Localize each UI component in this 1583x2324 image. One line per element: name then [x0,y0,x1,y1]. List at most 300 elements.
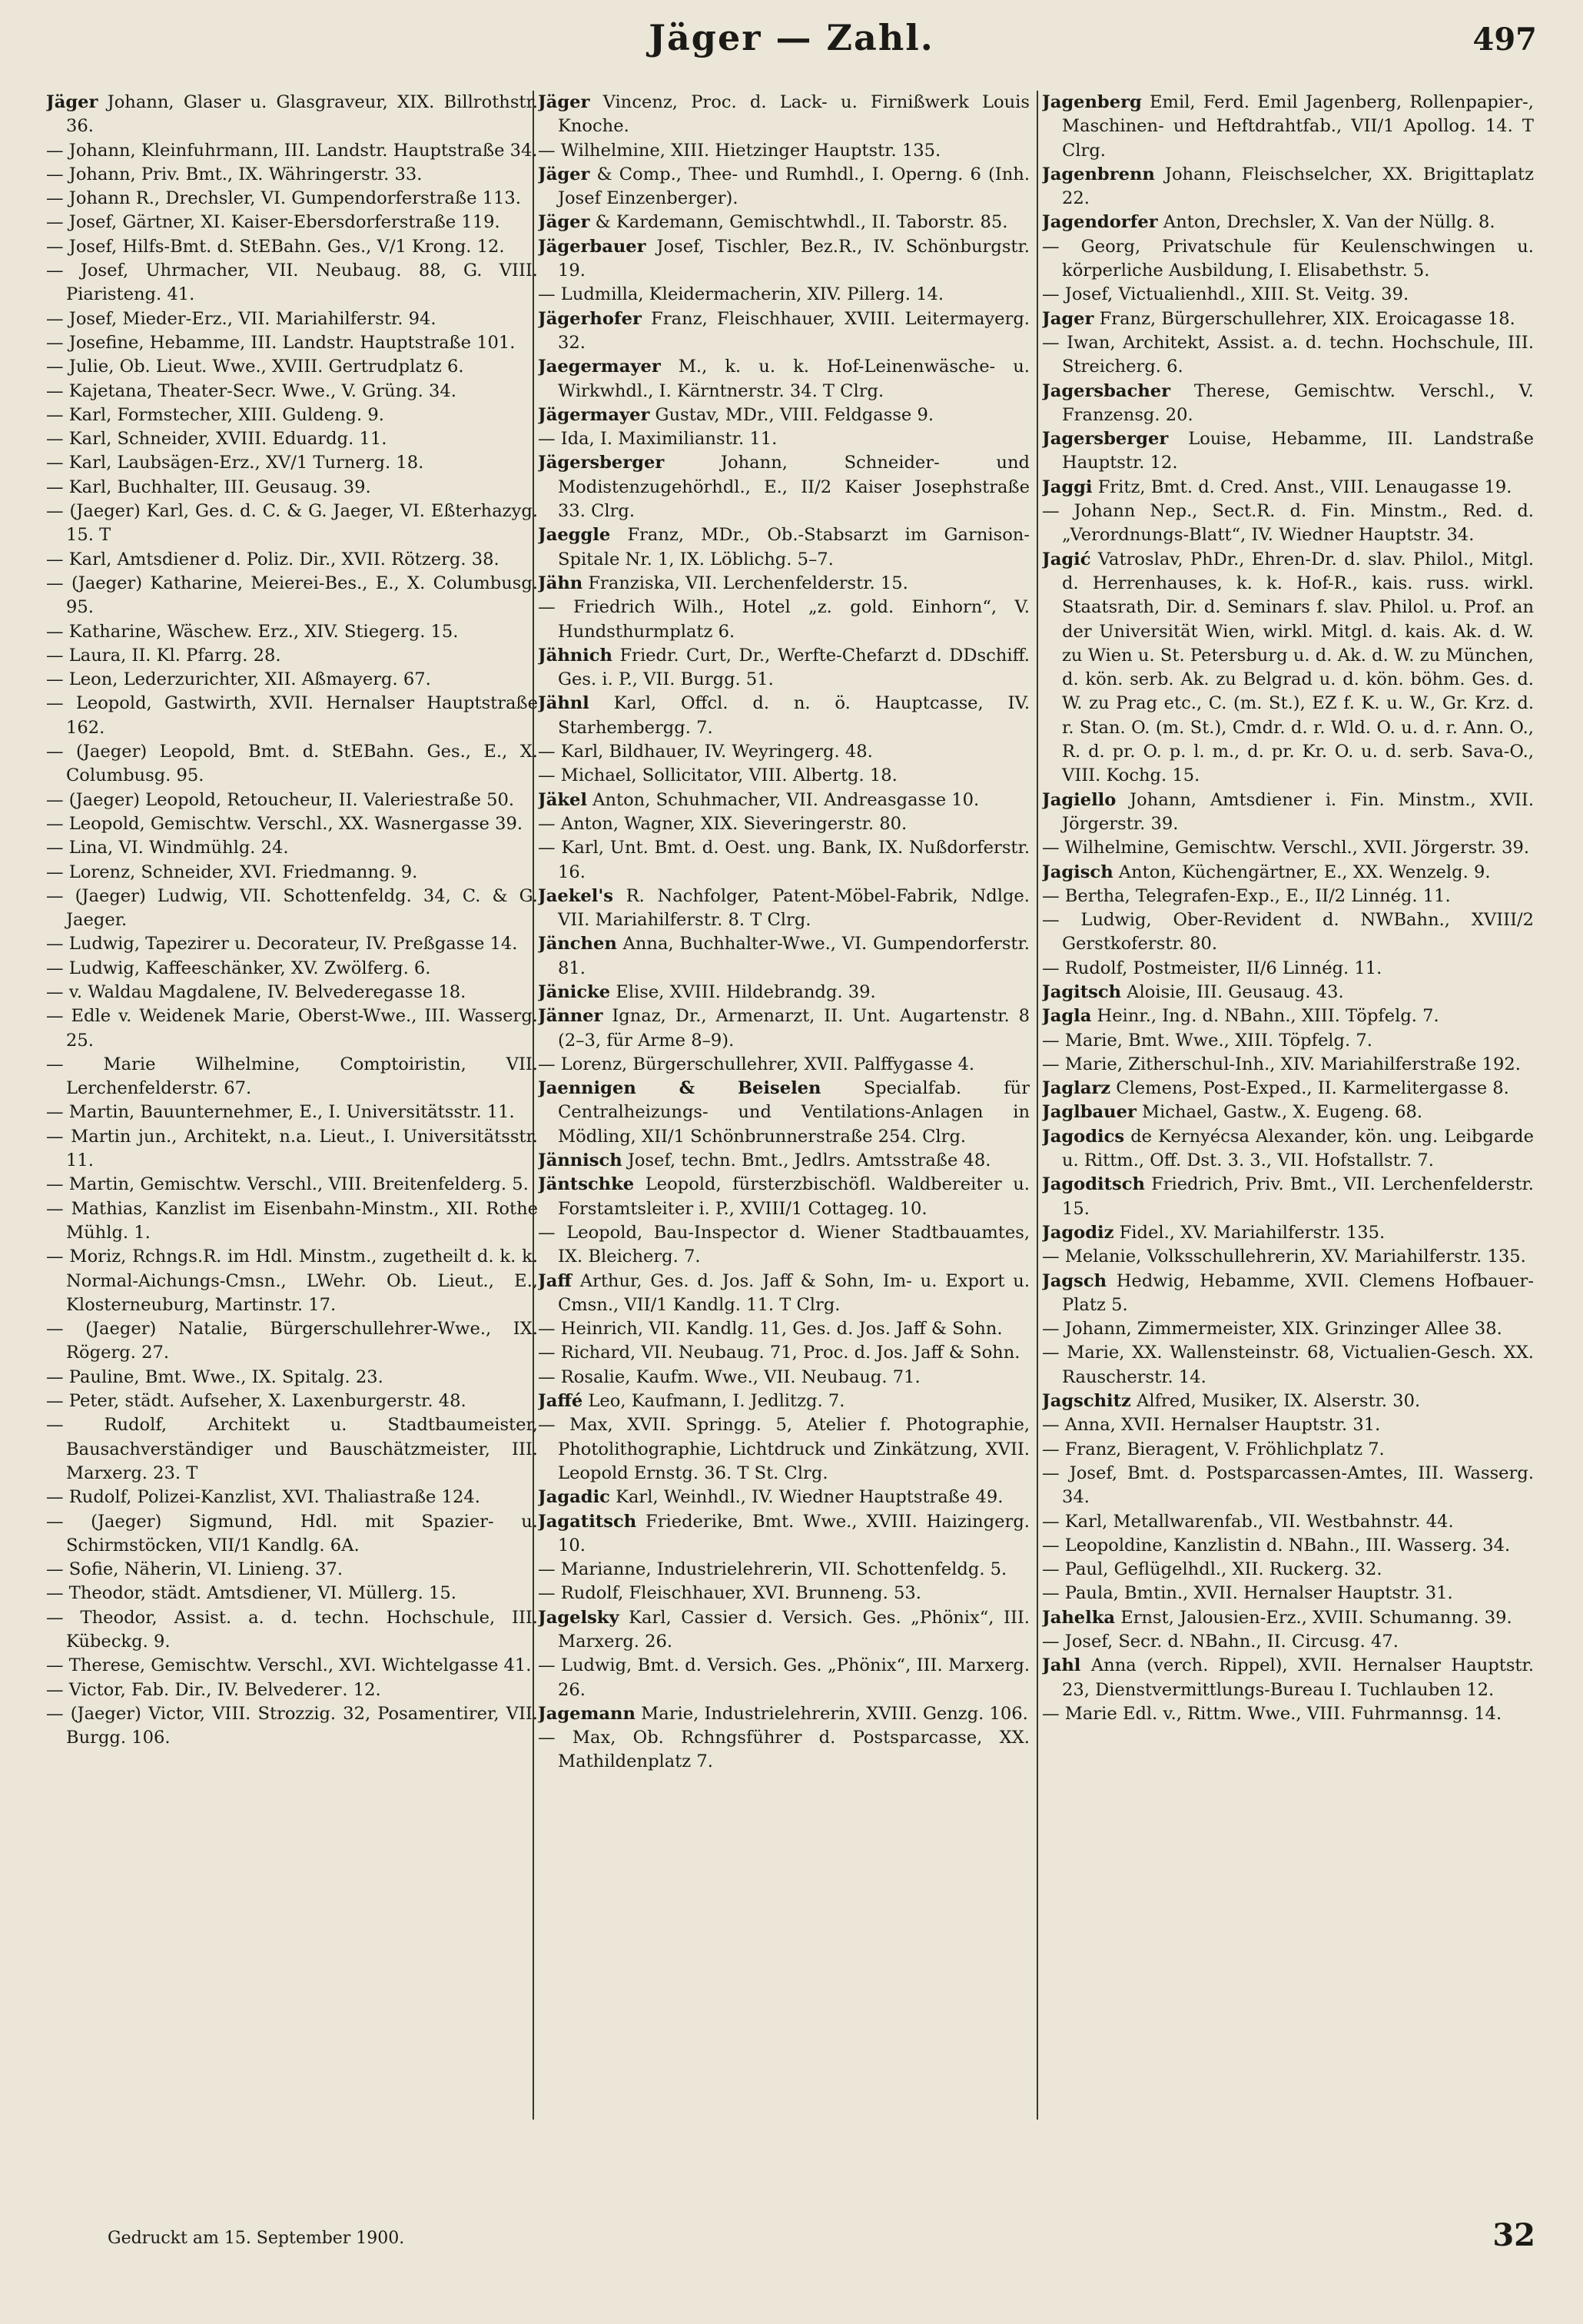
entry-details: — Karl, Formstecher, XIII. Guldeng. 9. [46,404,384,425]
entry-details: Anton, Drechsler, X. Van der Nüllg. 8. [1157,212,1495,233]
directory-entry [538,283,1030,307]
entry-surname: Jäkel [538,789,587,810]
directory-entry [1042,1462,1534,1510]
directory-entry [46,139,538,163]
entry-details: — Georg, Privatschule für Keulenschwingen u. körperliche Ausbildung, I. Elisabethstr. 5. [1042,236,1534,281]
entry-details: — Wilhelmine, XIII. Hietzinger Hauptstr. 135. [538,140,941,161]
directory-entry [538,1317,1030,1341]
entry-details: Clemens, Post-Exped., II. Karmelitergasse 8. [1110,1078,1509,1099]
entry-details: — Rudolf, Architekt u. Stadtbaumeister, Bausachverständiger und Bauschätzmeister, III. Marxerg. 23. T [46,1415,538,1483]
directory-entry [1042,380,1534,428]
directory-entry [538,740,1030,764]
entry-details: Anna, Buchhalter-Wwe., VI. Gumpendorferstr. 81. [558,934,1030,978]
entry-details: — Martin jun., Architekt, n.a. Lieut., I. Universitätsstr. 11. [46,1126,538,1171]
directory-entry [46,1558,538,1582]
entry-details: — (Jaeger) Sigmund, Hdl. mit Spazier- u. Schirmstöcken, VII/1 Kandlg. 6A. [46,1511,538,1555]
directory-entry [1042,1558,1534,1582]
directory-entry [46,91,538,139]
entry-surname: Jäger [538,164,590,184]
entry-details: — Leopold, Bau-Inspector d. Wiener Stadtbauamtes, IX. Bleicherg. 7. [538,1222,1030,1267]
entry-surname: Jähn [538,573,583,593]
entry-details: — Marie, Zitherschul-Inh., XIV. Mariahilferstraße 192. [1042,1054,1521,1074]
directory-entry [46,812,538,836]
directory-column-1 [46,91,538,2127]
entry-details: — Lorenz, Bürgerschullehrer, XVII. Palffygasse 4. [538,1054,975,1074]
entry-details: Aloisie, III. Geusaug. 43. [1121,981,1344,1002]
entry-surname: Jähnich [538,645,612,666]
entry-details: Karl, Offcl. d. n. ö. Hauptcasse, IV. Starhembergg. 7. [558,693,1030,738]
directory-entry [1042,981,1534,1004]
directory-entry [46,1510,538,1559]
directory-entry [538,427,1030,451]
directory-entry [538,307,1030,356]
entry-surname: Jagemann [538,1703,636,1724]
entry-surname: Jagodics [1042,1126,1125,1147]
directory-entry [46,163,538,187]
entry-details: — Marie Wilhelmine, Comptoiristin, VII. Lerchenfelderstr. 67. [46,1054,538,1099]
entry-details: — Johann, Priv. Bmt., IX. Währingerstr. 33. [46,164,423,184]
entry-surname: Jagadic [538,1487,610,1508]
directory-entry [538,1221,1030,1270]
entry-details: Arthur, Ges. d. Jos. Jaff & Sohn, Im- u. Export u. Cmsn., VII/1 Kandlg. 11. T Clrg. [558,1270,1030,1315]
directory-entry [46,331,538,355]
entry-details: — Pauline, Bmt. Wwe., IX. Spitalg. 23. [46,1366,383,1387]
directory-entry [1042,1413,1534,1437]
directory-entry [538,1510,1030,1559]
entry-details: — Rosalie, Kaufm. Wwe., VII. Neubaug. 71. [538,1366,921,1387]
entry-details: M., k. u. k. Hof-Leinenwäsche- u. Wirkwhdl., I. Kärntnerstr. 34. T Clrg. [558,357,1030,401]
directory-entry [1042,1029,1534,1053]
directory-entry [46,500,538,548]
directory-entry [538,1702,1030,1726]
entry-details: — Leopold, Gemischtw. Verschl., XX. Wasnergasse 39. [46,813,523,834]
entry-details: — Theodor, Assist. a. d. techn. Hochschule, III. Kübeckg. 9. [46,1607,538,1652]
entry-details: — Johann, Zimmermeister, XIX. Grinzinger Allee 38. [1042,1319,1502,1340]
entry-surname: Jagersberger [1042,429,1169,450]
entry-surname: Jaekel's [538,885,613,906]
directory-entry [538,139,1030,163]
entry-details: — Anton, Wagner, XIX. Sieveringerstr. 80. [538,813,908,834]
entry-details: — Franz, Bieragent, V. Fröhlichplatz 7. [1042,1439,1385,1459]
directory-entry [538,836,1030,885]
entry-details: — Martin, Bauunternehmer, E., I. Universitätsstr. 11. [46,1102,515,1123]
entry-details: — Marie, Bmt. Wwe., XIII. Töpfelg. 7. [1042,1030,1372,1051]
entry-details: — Josef, Mieder-Erz., VII. Mariahilferstr. 94. [46,308,436,329]
directory-entry [1042,1438,1534,1462]
entry-surname: Jäger [538,212,590,233]
entry-details: — Marianne, Industrielehrerin, VII. Schottenfeldg. 5. [538,1559,1007,1580]
entry-details: Anna (verch. Rippel), XVII. Hernalser Hauptstr. 23, Dienstvermittlungs-Bureau I. Tuchlauben 12. [1062,1655,1534,1700]
entry-details: — Ludwig, Bmt. d. Versich. Ges. „Phönix“, III. Marxerg. 26. [538,1655,1030,1700]
entry-details: — Katharine, Wäschew. Erz., XIV. Stiegerg. 15. [46,621,459,642]
entry-details: — Ludmilla, Kleidermacherin, XIV. Pillerg. 14. [538,284,944,305]
directory-entry [1042,1702,1534,1726]
directory-entry [1042,163,1534,211]
entry-details: — Josef, Uhrmacher, VII. Neubaug. 88, G. VIII. Piaristeng. 41. [46,261,538,305]
entry-details: — Moriz, Rchngs.R. im Hdl. Minstm., zugetheilt d. k. k. Normal-Aichungs-Cmsn., LWehr. Ob. Lieut., E., Klosterneuburg, Martinstr. 17. [46,1247,538,1315]
directory-column-2 [538,91,1030,2127]
entry-details: Heinr., Ing. d. NBahn., XIII. Töpfelg. 7. [1091,1006,1439,1027]
directory-entry [1042,500,1534,548]
entry-surname: Jänner [538,1006,603,1027]
entry-surname: Jagisch [1042,862,1113,882]
entry-details: — Leopold, Gastwirth, XVII. Hernalser Hauptstraße 162. [46,693,538,738]
directory-entry [538,1582,1030,1605]
entry-surname: Jaggi [1042,476,1093,497]
entry-details: — Rudolf, Polizei-Kanzlist, XVI. Thaliastraße 124. [46,1487,480,1508]
directory-entry [46,836,538,860]
entry-details: — Johann R., Drechsler, VI. Gumpendorferstraße 113. [46,188,521,209]
directory-entry [1042,1606,1534,1630]
directory-entry [1042,211,1534,234]
entry-details: — Josef, Victualienhdl., XIII. St. Veitg. 39. [1042,284,1409,305]
entry-details: — Victor, Fab. Dir., IV. Belvederег. 12. [46,1679,381,1700]
directory-entry [46,1053,538,1101]
directory-entry [46,644,538,668]
directory-entry [538,764,1030,788]
directory-entry [1042,885,1534,908]
directory-entry [1042,1510,1534,1534]
entry-details: — Theodor, städt. Amtsdiener, VI. Müllerg. 15. [46,1583,456,1604]
entry-surname: Jänicke [538,981,611,1002]
entry-details: — Sofie, Näherin, VI. Linieng. 37. [46,1559,343,1580]
entry-details: — (Jaeger) Victor, VIII. Strozzig. 32, Posamentirer, VII. Burgg. 106. [46,1703,538,1748]
directory-entry [46,1245,538,1317]
entry-details: — Marie Edl. v., Rittm. Wwe., VIII. Fuhrmannsg. 14. [1042,1703,1502,1724]
directory-entry [46,380,538,403]
directory-entry [538,1270,1030,1318]
directory-entry [1042,91,1534,163]
entry-details: — v. Waldau Magdalene, IV. Belvederegasse 18. [46,981,466,1002]
entry-surname: Jähnl [538,693,589,714]
directory-entry [46,187,538,211]
entry-details: Gustav, MDr., VIII. Feldgasse 9. [649,404,934,425]
directory-entry [538,211,1030,234]
entry-details: — Josef, Bmt. d. Postsparcassen-Amtes, III. Wasserg. 34. [1042,1462,1534,1508]
directory-entry [1042,1389,1534,1413]
directory-entry [538,163,1030,211]
entry-details: — Laura, II. Kl. Pfarrg. 28. [46,645,281,666]
directory-entry [46,692,538,740]
directory-entry [538,451,1030,523]
entry-details: Leopold, fürsterzbischöfl. Waldbereiter u. Forstamtsleiter i. P., XVIII/1 Cottageg. 10. [558,1174,1030,1219]
entry-details: — Karl, Buchhalter, III. Geusaug. 39. [46,476,371,497]
directory-entry [1042,235,1534,284]
directory-entry [1042,1245,1534,1269]
directory-entry [1042,788,1534,837]
entry-details: Fritz, Bmt. d. Cred. Anst., VIII. Lenaugasse 19. [1092,476,1512,497]
directory-entry [1042,1317,1534,1341]
directory-entry [46,1702,538,1751]
entry-details: — Karl, Unt. Bmt. d. Oest. ung. Bank, IX. Nußdorferstr. 16. [538,838,1030,882]
entry-details: — Karl, Amtsdiener d. Poliz. Dir., XVII. Rötzerg. 38. [46,549,499,569]
directory-entry [538,1077,1030,1149]
entry-details: de Kernyécsa Alexander, kön. ung. Leibgarde u. Rittm., Off. Dst. 3. 3., VII. Hofstallstr. 7. [1062,1126,1534,1171]
directory-entry [1042,1077,1534,1101]
directory-entry [1042,1004,1534,1028]
entry-surname: Jagodiz [1042,1222,1114,1243]
directory-entry [46,548,538,572]
entry-details: Johann, Fleischselcher, XX. Brigittaplatz 22. [1062,164,1534,209]
directory-entry [538,692,1030,740]
directory-entry [46,355,538,379]
entry-surname: Jagitsch [1042,981,1122,1002]
directory-entry [46,403,538,427]
entry-surname: Jagić [1042,549,1091,569]
directory-entry [1042,908,1534,957]
entry-details: R. Nachfolger, Patent-Möbel-Fabrik, Ndlge. VII. Mariahilferstr. 8. T Clrg. [558,885,1030,931]
directory-entry [46,476,538,500]
directory-entry [538,403,1030,427]
directory-column-3 [1042,91,1534,2127]
entry-surname: Jahl [1042,1655,1081,1676]
entry-surname: Jägerhofer [538,308,642,329]
print-date: Gedruckt am 15. September 1900. [108,2229,405,2248]
entry-details: — Ida, I. Maximilianstr. 11. [538,429,778,450]
directory-entry [1042,548,1534,788]
entry-details: Marie, Industrielehrerin, XVIII. Genzg. 106. [635,1703,1028,1724]
directory-entry [46,1366,538,1389]
entry-details: — Josefine, Hebamme, III. Landstr. Hauptstraße 101. [46,332,516,353]
directory-entry [46,620,538,644]
directory-entry [1042,957,1534,981]
entry-details: Leo, Kaufmann, I. Jedlitzg. 7. [582,1391,845,1412]
entry-details: — Heinrich, VII. Kandlg. 11, Ges. d. Jos. Jaff & Sohn. [538,1319,1003,1340]
entry-details: Anton, Schuhmacher, VII. Andreasgasse 10. [586,789,980,810]
entry-details: — Iwan, Architekt, Assist. a. d. techn. Hochschule, III. Streicherg. 6. [1042,332,1534,377]
directory-entry [538,355,1030,403]
entry-surname: Jagatitsch [538,1511,637,1532]
entry-surname: Jaglarz [1042,1078,1111,1099]
directory-entry [1042,476,1534,500]
entry-details: — Ludwig, Ober-Revident d. NWBahn., XVIII/2 Gerstkoferstr. 80. [1042,910,1534,954]
entry-surname: Jagsch [1042,1270,1107,1291]
entry-surname: Jahelka [1042,1607,1116,1628]
entry-details: — Rudolf, Postmeister, II/6 Linnég. 11. [1042,958,1382,978]
entry-details: Friedrich, Priv. Bmt., VII. Lerchenfelderstr. 15. [1062,1174,1534,1219]
directory-entry [1042,1654,1534,1702]
directory-entry [538,523,1030,572]
entry-details: Specialfab. für Centralheizungs- und Ventilations-Anlagen in Mödling, XII/1 Schönbrunnerstraße 254. Clrg. [558,1078,1030,1147]
entry-surname: Jagschitz [1042,1391,1131,1412]
sheet-number: 32 [1492,2217,1535,2253]
entry-details: — Michael, Sollicitator, VIII. Albertg. 18. [538,765,898,786]
entry-surname: Jagenbrenn [1042,164,1155,184]
directory-entry [538,1004,1030,1053]
entry-details: — Karl, Metallwarenfab., VII. Westbahnstr. 44. [1042,1511,1454,1532]
entry-details: Josef, Tischler, Bez.R., IV. Schönburgstr. 19. [558,236,1030,281]
entry-details: — (Jaeger) Leopold, Bmt. d. StEBahn. Ges., E., X. Columbusg. 95. [46,742,538,786]
entry-details: — Karl, Laubsägen-Erz., XV/1 Turnerg. 18. [46,453,424,473]
directory-entry [1042,1221,1534,1245]
entry-details: Louise, Hebamme, III. Landstraße Hauptstr. 12. [1062,429,1534,473]
entry-details: — Julie, Ob. Lieut. Wwe., XVIII. Gertrudplatz 6. [46,357,464,377]
directory-entry [538,1606,1030,1655]
entry-details: Vincenz, Proc. d. Lack- u. Firnißwerk Louis Knoche. [558,92,1030,137]
directory-entry [538,1341,1030,1365]
directory-entry [46,861,538,885]
directory-entry [46,427,538,451]
directory-entry [1042,1582,1534,1605]
directory-entry [46,740,538,788]
entry-surname: Jägermayer [538,404,650,425]
directory-entry [1042,1053,1534,1077]
entry-details: Franz, Bürgerschullehrer, XIX. Eroicagasse 18. [1093,308,1515,329]
entry-surname: Jaennigen & Beiselen [538,1078,821,1099]
entry-details: — Josef, Secr. d. NBahn., II. Circusg. 47. [1042,1632,1399,1652]
entry-surname: Jagelsky [538,1607,619,1628]
entry-details: Elise, XVIII. Hildebrandg. 39. [610,981,876,1002]
entry-details: — Max, XVII. Springg. 5, Atelier f. Photographie, Photolithographie, Lichtdruck und Zinkätzung, XVII. Leopold Ernstg. 36. T St. Clrg. [538,1415,1030,1483]
entry-surname: Jaffé [538,1391,583,1412]
entry-surname: Jännisch [538,1150,622,1171]
entry-details: Friedr. Curt, Dr., Werfte-Chefarzt d. DDschiff. Ges. i. P., VII. Burgg. 51. [558,645,1030,690]
column-divider [1037,91,1038,2120]
entry-details: — Wilhelmine, Gemischtw. Verschl., XVII. Jörgerstr. 39. [1042,838,1530,858]
entry-surname: Jägerbauer [538,236,646,257]
entry-details: Vatroslav, PhDr., Ehren-Dr. d. slav. Philol., Mitgl. d. Herrenhauses, k. k. Hof-R., kais. russ. wirkl. Staatsrath, Dir. d. Seminars f. slav. Philol. u. Prof. an der Universität Wien, wirkl. Mitgl. d. kais. Ak. d. W. zu Wien u. St. Petersburg u. d. Ak. d. W. zu München, d. kön. serb. Ak. zu Belgrad u. d. kön. böhm. Ges. d. W. zu Prag etc., C. (m. St.), EZ f. K. u. W., Gr. Krz. d. r. Stan. O. (m. St.), Cmdr. d. r. Wld. O. u. d. r. Ann. O., R. d. pr. O. p. l. m., d. pr. Kr. O. u. d. serb. Sava-O., VIII. Kochg. 15. [1062,549,1534,786]
entry-details: — Anna, XVII. Hernalser Hauptstr. 31. [1042,1415,1381,1436]
directory-entry [1042,1341,1534,1389]
entry-details: — Peter, städt. Aufseher, X. Laxenburgerstr. 48. [46,1391,466,1412]
directory-entry [538,885,1030,933]
directory-entry [538,572,1030,596]
entry-details: — Paul, Geflügelhdl., XII. Ruckerg. 32. [1042,1559,1382,1580]
entry-details: — Karl, Schneider, XVIII. Eduardg. 11. [46,429,387,450]
directory-entry [538,1366,1030,1389]
page-title: Jäger — Zahl. [649,17,934,58]
directory-entry [1042,427,1534,476]
directory-entry [46,1606,538,1655]
entry-details: Anton, Küchengärtner, E., XX. Wenzelg. 9. [1113,862,1491,882]
directory-entry [538,932,1030,981]
entry-surname: Jäger [538,92,590,112]
entry-details: — Friedrich Wilh., Hotel „z. gold. Einhorn“, V. Hundsthurmplatz 6. [538,597,1030,642]
directory-entry [46,1654,538,1678]
entry-details: Hedwig, Hebamme, XVII. Clemens Hofbauer-Platz 5. [1062,1270,1534,1315]
directory-entry [46,235,538,259]
entry-details: — (Jaeger) Ludwig, VII. Schottenfeldg. 34, C. & G. Jaeger. [46,885,538,931]
directory-entry [46,932,538,956]
entry-details: — Edle v. Weidenek Marie, Oberst-Wwe., III. Wasserg. 25. [46,1006,538,1051]
directory-entry [46,788,538,812]
entry-surname: Jaegermayer [538,357,661,377]
entry-details: — Josef, Gärtner, XI. Kaiser-Ebersdorferstraße 119. [46,212,500,233]
entry-details: — Marie, XX. Wallensteinstr. 68, Victualien-Gesch. XX. Rauscherstr. 14. [1042,1343,1534,1387]
directory-entry [1042,1173,1534,1221]
entry-surname: Jaglbauer [1042,1102,1137,1123]
entry-details: Ignaz, Dr., Armenarzt, II. Unt. Augartenstr. 8 (2–3, für Arme 8–9). [558,1006,1030,1051]
directory-entry [46,885,538,933]
entry-details: — Melanie, Volksschullehrerin, XV. Mariahilferstr. 135. [1042,1247,1526,1267]
entry-surname: Jäger [46,92,98,112]
entry-details: Fidel., XV. Mariahilferstr. 135. [1113,1222,1386,1243]
entry-surname: Jäntschke [538,1174,635,1195]
entry-surname: Jaeggle [538,525,611,546]
directory-entry [46,1413,538,1486]
entry-details: — Max, Ob. Rchngsführer d. Postsparcasse, XX. Mathildenplatz 7. [538,1728,1030,1772]
directory-entry [1042,331,1534,380]
directory-entry [46,957,538,981]
directory-entry [46,1173,538,1197]
entry-details: & Comp., Thee- und Rumhdl., I. Operng. 6 (Inh. Josef Einzenberger). [558,164,1030,209]
directory-entry [538,1413,1030,1486]
directory-entry [1042,1534,1534,1558]
entry-details: — Johann, Kleinfuhrmann, III. Landstr. Hauptstraße 34. [46,140,538,161]
entry-details: — Ludwig, Tapezirer u. Decorateur, IV. Preßgasse 14. [46,934,518,954]
directory-entry [46,1125,538,1174]
entry-details: Therese, Gemischtw. Verschl., V. Franzensg. 20. [1062,380,1534,425]
entry-details: — Leon, Lederzurichter, XII. Aßmayerg. 67. [46,669,431,690]
directory-entry [538,1389,1030,1413]
directory-entry [46,211,538,234]
entry-details: — Martin, Gemischtw. Verschl., VIII. Breitenfelderg. 5. [46,1174,529,1195]
entry-surname: Jagla [1042,1006,1092,1027]
directory-entry [538,981,1030,1004]
entry-surname: Jagiello [1042,789,1117,810]
entry-details: & Kardemann, Gemischtwhdl., II. Taborstr. 85. [589,212,1008,233]
directory-entry [46,1317,538,1366]
directory-entry [46,1004,538,1053]
entry-details: Karl, Weinhdl., IV. Wiedner Hauptstraße 49. [609,1487,1004,1508]
directory-entry [538,1486,1030,1509]
directory-entry [46,1101,538,1124]
entry-details: — Johann Nep., Sect.R. d. Fin. Minstm., Red. d. „Verordnungs-Blatt“, IV. Wiedner Hauptstr. 34. [1042,501,1534,546]
entry-details: Ernst, Jalousien-Erz., XVIII. Schumanng. 39. [1115,1607,1512,1628]
entry-details: — Kajetana, Theater-Secr. Wwe., V. Grüng. 34. [46,380,456,401]
directory-entry [46,451,538,475]
entry-details: — Leopoldine, Kanzlistin d. NBahn., III. Wasserg. 34. [1042,1535,1511,1555]
entry-surname: Jägersberger [538,453,665,473]
entry-details: Alfred, Musiker, IX. Alserstr. 30. [1130,1391,1421,1412]
entry-details: Johann, Glaser u. Glasgraveur, XIX. Billrothstr. 36. [66,92,538,137]
directory-entry [46,572,538,620]
directory-entry [46,307,538,331]
entry-details: — (Jaeger) Leopold, Retoucheur, II. Valeriestraße 50. [46,789,515,810]
page-number: 497 [1472,22,1537,58]
entry-details: — (Jaeger) Karl, Ges. d. C. & G. Jaeger, VI. Eßterhazyg. 15. T [46,501,538,546]
directory-entry [46,1678,538,1702]
entry-surname: Jänchen [538,934,617,954]
entry-surname: Jagenberg [1042,92,1142,112]
entry-details: Johann, Schneider- und Modistenzugehörhdl., E., II/2 Kaiser Josephstraße 33. Clrg. [558,453,1030,522]
directory-entry [538,1726,1030,1775]
entry-details: Franz, MDr., Ob.-Stabsarzt im Garnison-Spitale Nr. 1, IX. Löblichg. 5–7. [558,525,1030,569]
directory-entry [538,1053,1030,1077]
entry-details: — Therese, Gemischtw. Verschl., XVI. Wichtelgasse 41. [46,1655,532,1676]
entry-details: — Richard, VII. Neubaug. 71, Proc. d. Jos. Jaff & Sohn. [538,1343,1020,1363]
entry-details: — Rudolf, Fleischhauer, XVI. Brunneng. 53. [538,1583,921,1604]
entry-surname: Jagersbacher [1042,380,1171,401]
directory-entry [538,235,1030,284]
directory-entry [46,259,538,307]
directory-entry [1042,861,1534,885]
directory-entry [538,644,1030,692]
directory-entry [1042,1101,1534,1124]
entry-details: Friederike, Bmt. Wwe., XVIII. Haizingerg. 10. [558,1511,1030,1555]
entry-details: — (Jaeger) Natalie, Bürgerschullehrer-Wwe., IX. Rögerg. 27. [46,1319,538,1363]
entry-details: — Mathias, Kanzlist im Eisenbahn-Minstm., XII. Rothe Mühlg. 1. [46,1198,538,1243]
directory-entry [1042,1125,1534,1174]
directory-entry [1042,283,1534,307]
entry-details: — Karl, Bildhauer, IV. Weyringerg. 48. [538,742,873,762]
entry-details: — Lina, VI. Windmühlg. 24. [46,838,289,858]
entry-details: Franz, Fleischhauer, XVIII. Leitermayerg. 32. [558,308,1030,353]
entry-details: — (Jaeger) Katharine, Meierei-Bes., E., X. Columbusg. 95. [46,573,538,618]
directory-entry [538,596,1030,644]
entry-details: — Lorenz, Schneider, XVI. Friedmanng. 9. [46,862,418,882]
directory-entry [538,1558,1030,1582]
